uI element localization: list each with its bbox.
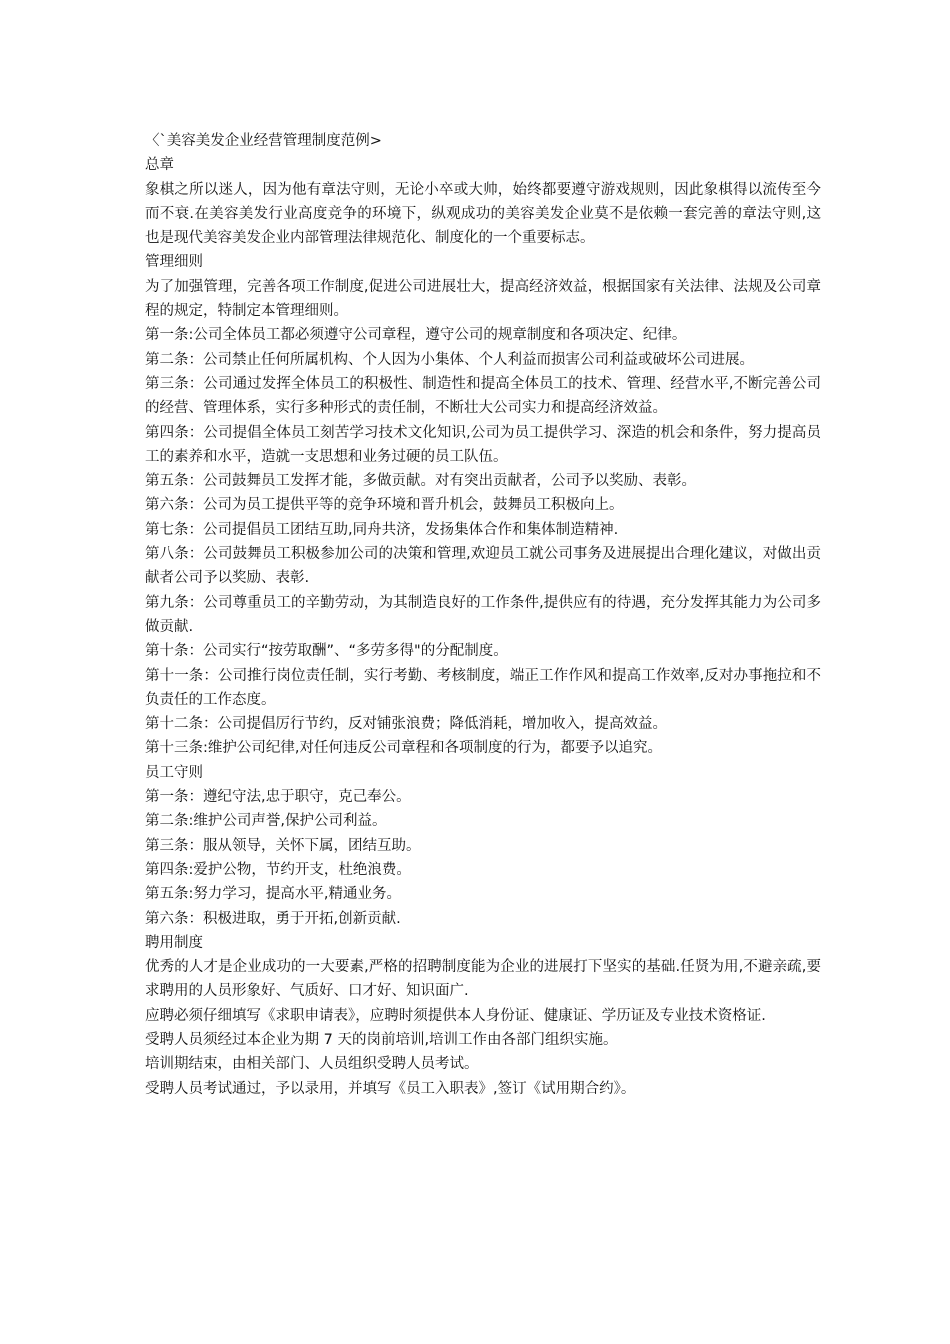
article-item: 第十一条：公司推行岗位责任制，实行考勤、考核制度，端正工作作风和提高工作效率,反对办事拖拉和不负责任的工作态度。 — [145, 667, 821, 708]
section-heading: 总章 — [145, 157, 174, 174]
article-item: 第十三条:维护公司纪律,对任何违反公司章程和各项制度的行为，都要予以追究。 — [145, 740, 662, 757]
article-item: 第九条：公司尊重员工的辛勤劳动，为其制造良好的工作条件,提供应有的待遇，充分发挥其能力为公司多做贡献. — [145, 594, 821, 635]
section-heading: 员工守则 — [145, 764, 203, 781]
article-item: 第三条：公司通过发挥全体员工的积极性、制造性和提高全体员工的技术、管理、经营水平,不断完善公司的经营、管理体系，实行多种形式的责任制，不断壮大公司实力和提高经济效益。 — [145, 375, 821, 417]
document-body — [145, 129, 821, 1101]
section-heading: 聘用制度 — [145, 934, 203, 951]
article-item: 第六条：公司为员工提供平等的竞争环境和晋升机会，鼓舞员工积极向上。 — [145, 497, 624, 514]
article-item: 第五条：公司鼓舞员工发挥才能，多做贡献。对有突出贡献者，公司予以奖励、表彰。 — [145, 473, 696, 490]
paragraph: 象棋之所以迷人，因为他有章法守则，无论小卒或大帅，始终都要遵守游戏规则，因此象棋得以流传至今而不衰.在美容美发行业高度竞争的环境下，纵观成功的美容美发企业莫不是依赖一套完善的章法守则,这也是现代美容美发企业内部管理法律规范化、制度化的一个重要标志。 — [145, 181, 821, 247]
paragraph: 应聘必须仔细填写《求职申请表》，应聘时须提供本人身份证、健康证、学历证及专业技术资格证. — [145, 1007, 766, 1024]
article-item: 第六条：积极进取，勇于开拓,创新贡献. — [145, 910, 401, 927]
document-title: 〈`美容美发企业经营管理制度范例> — [145, 133, 382, 149]
article-item: 第四条:爱护公物，节约开支，杜绝浪费。 — [145, 861, 411, 878]
article-item: 第二条：公司禁止任何所属机构、个人因为小集体、个人利益而损害公司利益或破坏公司进展。 — [145, 351, 754, 368]
article-item: 第十条：公司实行“按劳取酬”、“多劳多得"的分配制度。 — [145, 643, 508, 660]
article-item: 第五条:努力学习，提高水平,精通业务。 — [145, 886, 401, 903]
article-item: 第一条:公司全体员工都必须遵守公司章程，遵守公司的规章制度和各项决定、纪律。 — [145, 327, 687, 344]
article-item: 第一条：遵纪守法,忠于职守，克己奉公。 — [145, 789, 411, 806]
section-heading: 管理细则 — [145, 254, 203, 271]
paragraph: 优秀的人才是企业成功的一大要素,严格的招聘制度能为企业的进展打下坚实的基础.任贤为用,不避亲疏,要求聘用的人员形象好、气质好、口才好、知识面广. — [145, 959, 821, 1000]
paragraph: 培训期结束，由相关部门、人员组织受聘人员考试。 — [145, 1056, 479, 1073]
article-item: 第十二条：公司提倡厉行节约，反对铺张浪费；降低消耗，增加收入，提高效益。 — [145, 716, 667, 733]
article-item: 第二条:维护公司声誉,保护公司利益。 — [145, 813, 387, 830]
article-item: 第八条：公司鼓舞员工积极参加公司的决策和管理,欢迎员工就公司事务及进展提出合理化建议，对做出贡献者公司予以奖励、表彰. — [145, 546, 821, 587]
article-item: 第三条：服从领导，关怀下属，团结互助。 — [145, 837, 421, 854]
paragraph: 受聘人员须经过本企业为期 7 天的岗前培训,培训工作由各部门组织实施。 — [145, 1031, 618, 1048]
paragraph: 为了加强管理，完善各项工作制度,促进公司进展壮大，提高经济效益，根据国家有关法律、法规及公司章程的规定，特制定本管理细则。 — [145, 278, 821, 320]
article-item: 第七条：公司提倡员工团结互助,同舟共济，发扬集体合作和集体制造精神. — [145, 521, 619, 538]
paragraph: 受聘人员考试通过，予以录用，并填写《员工入职表》,签订《试用期合约》。 — [145, 1080, 636, 1097]
article-item: 第四条：公司提倡全体员工刻苦学习技术文化知识,公司为员工提供学习、深造的机会和条件，努力提高员工的素养和水平，造就一支思想和业务过硬的员工队伍。 — [145, 424, 821, 465]
